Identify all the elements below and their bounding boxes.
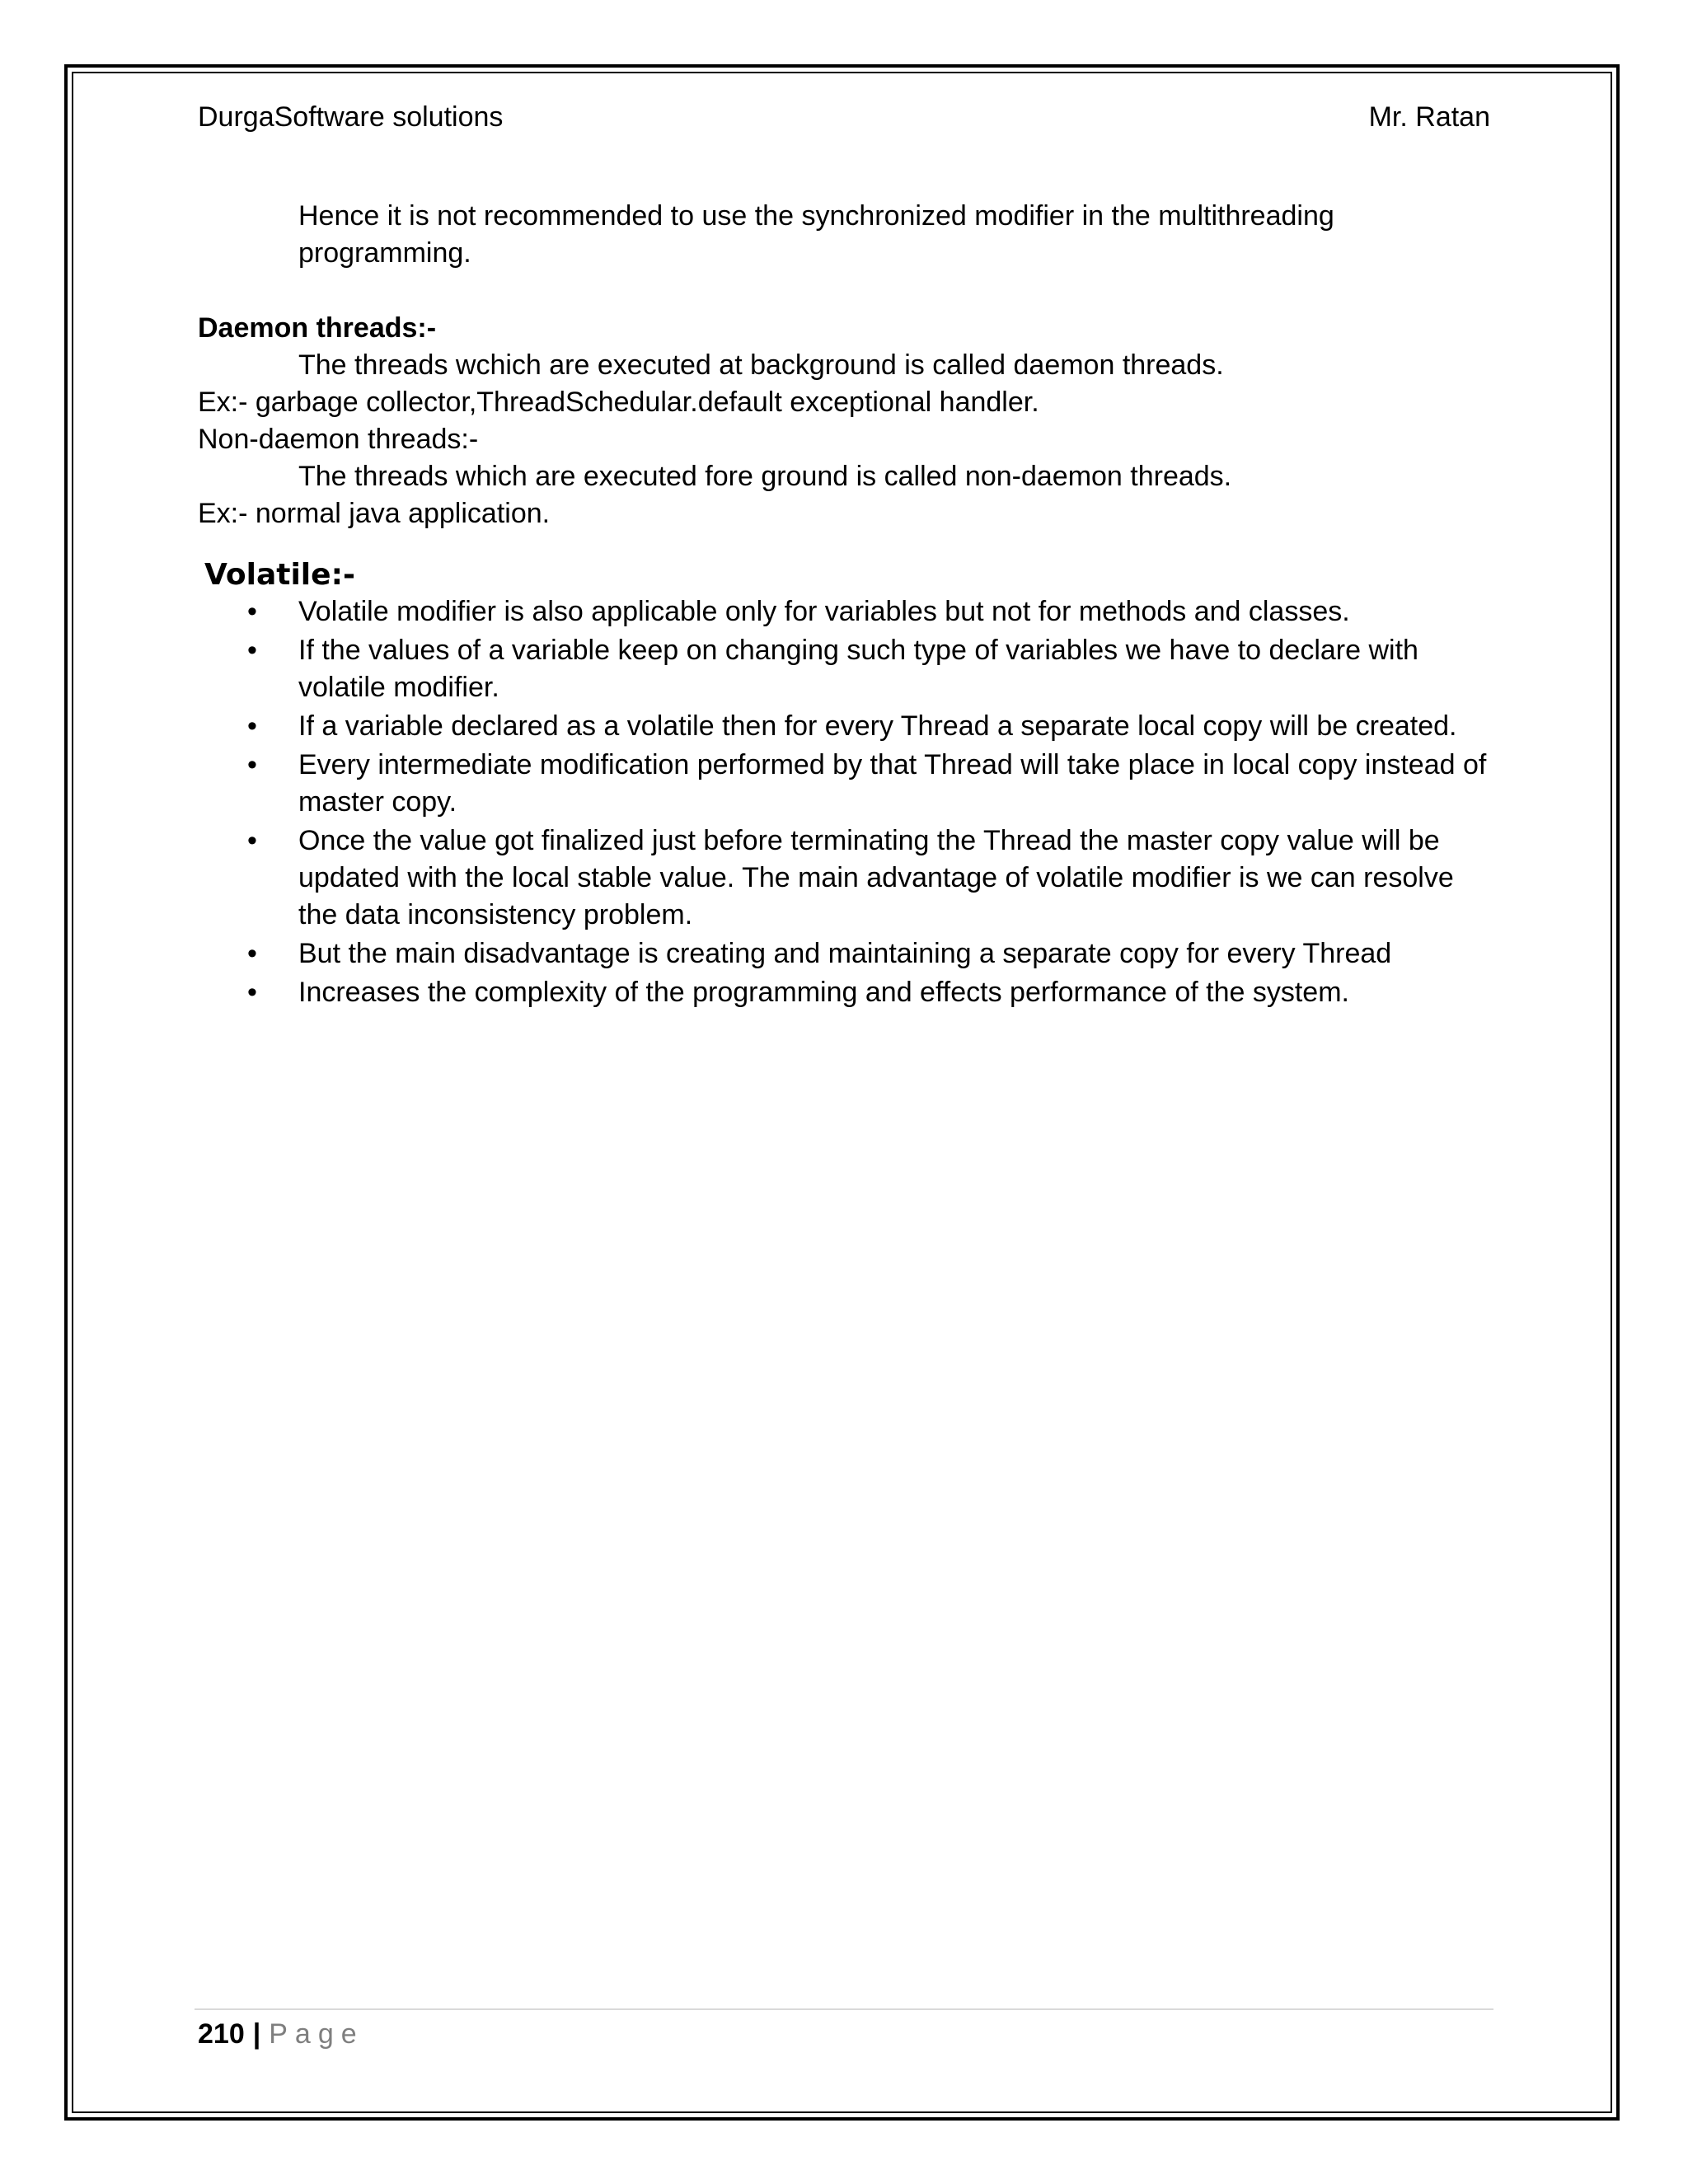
- list-item: [198, 708, 1500, 745]
- bullet-icon: •: [247, 710, 257, 742]
- bullet-icon: •: [247, 635, 257, 666]
- list-item: [198, 935, 1500, 972]
- intro-line-1: Hence it is not recommended to use the synchronized modifier in the multithreading: [298, 200, 1334, 232]
- list-item-text: Every intermediate modification performed by that Thread will take place in local copy instead of master copy.: [298, 749, 1487, 818]
- non-daemon-heading: Non-daemon threads:-: [198, 424, 479, 455]
- volatile-bullet-list: [198, 593, 1500, 1011]
- intro-line-2: programming.: [298, 237, 471, 269]
- bullet-icon: •: [247, 977, 257, 1008]
- bullet-icon: •: [247, 749, 257, 780]
- page-number: 210: [198, 2018, 245, 2050]
- footer-separator: |: [252, 2018, 261, 2050]
- list-item-text: Increases the complexity of the programming and effects performance of the system.: [298, 977, 1349, 1008]
- page-footer: [198, 2013, 364, 2055]
- list-item: [198, 747, 1500, 821]
- volatile-heading: Volatile:-: [204, 558, 355, 592]
- document-body: [198, 198, 1500, 1013]
- bullet-icon: •: [247, 825, 257, 856]
- header-author: Mr. Ratan: [1368, 101, 1490, 133]
- page-label: Page: [269, 2018, 364, 2050]
- daemon-example: Ex:- garbage collector,ThreadSchedular.default exceptional handler.: [198, 387, 1039, 418]
- list-item-text: But the main disadvantage is creating and maintaining a separate copy for every Thread: [298, 938, 1392, 969]
- list-item: [198, 632, 1500, 706]
- list-item: [198, 593, 1500, 630]
- list-item-text: If the values of a variable keep on changing such type of variables we have to declare with volatile modifier.: [298, 635, 1418, 703]
- list-item-text: Once the value got finalized just before terminating the Thread the master copy value will be updated with the local stable value. The main advantage of volatile modifier is we can resolve the data inconsistency problem.: [298, 825, 1454, 930]
- bullet-icon: •: [247, 938, 257, 969]
- non-daemon-example: Ex:- normal java application.: [198, 498, 551, 529]
- list-item-text: Volatile modifier is also applicable only for variables but not for methods and classes.: [298, 596, 1350, 627]
- list-item-text: If a variable declared as a volatile then for every Thread a separate local copy will be created.: [298, 710, 1457, 742]
- list-item: [198, 823, 1500, 934]
- footer-divider: [195, 2008, 1493, 2010]
- non-daemon-definition: The threads which are executed fore ground is called non-daemon threads.: [298, 461, 1232, 492]
- daemon-definition: The threads wchich are executed at background is called daemon threads.: [298, 349, 1224, 381]
- bullet-icon: •: [247, 596, 257, 627]
- list-item: [198, 974, 1500, 1011]
- daemon-heading: Daemon threads:-: [198, 312, 437, 344]
- header-company: DurgaSoftware solutions: [198, 101, 504, 133]
